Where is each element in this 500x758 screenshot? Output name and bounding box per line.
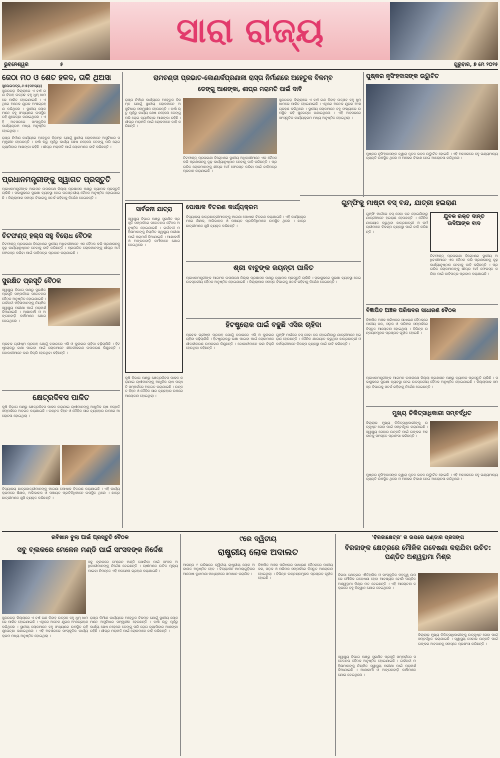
headline-5: କ୍ଷେତ୍ରଦିବସ ପାଳିତ	[32, 393, 90, 402]
center-top-text-b: ସୁନ୍ଦରଗଡ଼ ଜିଲ୍ଲାରେ ଏ ବର୍ଷ ଗଣ ବିବାହ ଉତ୍ସବ ବହୁ ଧୁମ୍ ଧାମରେ ପାଳିତ ହୋଇଯାଇଛି । ଏଥିରେ ଅନେକ ଯୁଗଳ ଅଂଶଗ୍ରହଣ କରିଥିଲେ । ସ୍ଥାନୀୟ ଲୋକମାନେ ବହୁ ସଂଖ୍ୟାରେ ଉପସ୍ଥିତ ରହି ଶୁଭେଚ୍ଛା ଜଣାଇଥିଲେ । ଏହି ଅବସରରେ ସାଂସ୍କୃତିକ କାର୍ଯ୍ୟକ୍ରମ ମଧ୍ୟ ଅନୁଷ୍ଠିତ ହୋଇଥିଲା ।	[279, 98, 361, 120]
bottom-right-kicker: 'ବିରଜାକ୍ଷେତ୍ର' ର ଉପରେ ଭଣ୍ଡାର ପ୍ରସଙ୍ଗ	[371, 535, 465, 541]
headline-3: ଚିଟଫଣ୍ଡ୍ ହଲ୍ସ ସହୁ ବିରୋଧ ବୈଠକ	[2, 232, 92, 240]
bottom-center-text: ଆସନ୍ତା ୯ ତାରିଖରେ ଦ୍ୱିତୀୟ ରାଷ୍ଟ୍ରୀୟ ଲୋକ ଅଦାଲତ ଅନୁଷ୍ଠିତ ହେବ । ବିଚାରାଧୀନ ମାମଲାଗୁଡ଼ିକର ଆପୋଷ ବୁଝାମଣା ମାଧ୍ୟମରେ ସମାଧାନ କରାଯିବ ।	[183, 563, 255, 576]
bottom-right-text-b: ଜିଲ୍ଲାର ମୁଖ୍ୟ ଚିକିତ୍ସାଧିକାରୀଙ୍କୁ ଉତ୍କୃଷ୍ଟ ସେବା ପାଇଁ ସମ୍ବର୍ଦ୍ଧିତ କରାଯାଇଛି । ସ୍ୱାସ୍ଥ୍ୟ ସେବାର ଉନ୍ନତି ପାଇଁ ତାଙ୍କର ଅବଦାନକୁ ସମସ୍ତେ ପ୍ରଶଂସା କରିଛନ୍ତି ।	[418, 633, 498, 646]
right-mid2-photo	[430, 318, 498, 360]
article-3-text: ଚିଟଫଣ୍ଡ୍ ପ୍ରତାରଣା ବିରୋଧରେ ସ୍ଥାନୀୟ ଅଧିବାସୀମାନେ ଏକ ବୈଠକ କରି ପ୍ରଶାସନକୁ ଦୃଢ଼ କାର୍ଯ୍ୟାନୁଷ୍ଠାନ ନେବାକୁ ଦାବି କରିଛନ୍ତି । ପ୍ରତାରିତ ଲୋକମାନଙ୍କୁ ଶୀଘ୍ର ଅର୍ଥ ଫେରସ୍ତ କରିବା ପାଇଁ ଦାବିପତ୍ର ପ୍ରଦାନ କରାଯାଇଛି ।	[2, 242, 120, 255]
right-mid-text: ଗୁମ୍ଫି ମାର୍ଗରେ ବସ୍ ସେବା ବନ୍ଦ ହୋଇଯିବାରୁ ଯାତ୍ରୀମାନେ ହଇରାଣ ହେଉଛନ୍ତି । ଦୈନିକ ଯାତାୟାତ କରୁଥିବା ଛାତ୍ରଛାତ୍ରୀ ଓ କର୍ମଚାରୀମାନେ ବିକଳ୍ପ ବ୍ୟବସ୍ଥା ପାଇଁ ଦାବି କରିଛନ୍ତି ।	[366, 212, 428, 234]
center-mid-text: ବିଦ୍ୟାଳୟ ଛାତ୍ରଛାତ୍ରୀମାନଙ୍କୁ ମାଗଣା ପୋଷାକ ବିତରଣ କରାଯାଇଛି । ଏହି କାର୍ଯ୍ୟକ୍ରମରେ ଶିକ୍ଷକ, ଅଭିଭାବକ ଓ ପଞ୍ଚାୟତ ପ୍ରତିନିଧିମାନେ ଉପସ୍ଥିତ ଥିଲେ । ଛାତ୍ରଛାତ୍ରୀମାନେ ଖୁସି ବ୍ୟକ୍ତ କରିଛନ୍ତି ।	[186, 215, 306, 228]
dateline-1: ସୁଲେଇପତ୍ର,୬।୫(ସମସ୍ୟା)	[2, 84, 43, 88]
bottom-left-text-c: ରାସ୍ତା ନିର୍ମାଣ କାର୍ଯ୍ୟରେ ଅହେତୁକ ବିଳମ୍ବ ଯୋଗୁଁ ସ୍ଥାନୀୟ ଲୋକମାନେ ଅସୁବିଧାର ସମ୍ମୁଖୀନ ହେଉଛନ୍ତି । ବର୍ଷା ଋତୁ ପୂର୍ବରୁ କାର୍ଯ୍ୟ ଶେଷ ନହେଲେ ଡେଙ୍ଗୁ ପରି ରୋଗ ବ୍ୟାପିବାର ଆଶଙ୍କା ରହିଛି । ଶୀଘ୍ର ମରାମତି ପାଇଁ ଲୋକମାନେ ଦାବି କରିଛନ୍ତି ।	[90, 616, 178, 634]
bottom-center-headline: ରାଷ୍ଟ୍ରୀୟ ଲୋକ ଅଦାଲତ	[217, 548, 299, 558]
center-low-text: ପ୍ରବଳ ଗ୍ରୀଷ୍ମ ପ୍ରବାହ ଯୋଗୁଁ ବଜାରରେ ଏସି ଓ କୁଲରର ଚାହିଦା ବଢ଼ିଚାଲିଛି । ହିଟଷ୍ଟ୍ରୋକରୁ ରକ୍ଷା ପାଇବା ପାଇଁ ଲୋକମାନେ ଶୀତଳୀକରଣ ଉପକରଣ କିଣୁଛନ୍ତି । ଦୋକାନୀମାନେ ଭଲ ବିକ୍ରି ହେଉଥିବା କହିଛନ୍ତି ।	[186, 333, 274, 351]
headline-1: ଜେଠା ମଠ ଓ ଶେତ ହଳଦ, ତାଳି ଥିଅସା	[2, 73, 112, 82]
bottom-right-headline: ବିରଜାଙ୍କ କ୍ଷେତ୍ରରେ ମୌଳିକ ଗବେଷଣା କରାଯିବା ଉଚିତ: ପଣ୍ଡିତ ଅଶ୍ୱତ୍ଥାମା ମିଶ୍ର	[344, 544, 492, 561]
bottom-right-photo	[418, 573, 498, 631]
right-mid-text-b: ଚିଟଫଣ୍ଡ୍ ପ୍ରତାରଣା ବିରୋଧରେ ସ୍ଥାନୀୟ ଅଧିବାସୀମାନେ ଏକ ବୈଠକ କରି ପ୍ରଶାସନକୁ ଦୃଢ଼ କାର୍ଯ୍ୟାନୁଷ୍ଠାନ ନେବାକୁ ଦାବି କରିଛନ୍ତି । ପ୍ରତାରିତ ଲୋକମାନଙ୍କୁ ଶୀଘ୍ର ଅର୍ଥ ଫେରସ୍ତ କରିବା ପାଇଁ ଦାବିପତ୍ର ପ୍ରଦାନ କରାଯାଇଛି ।	[430, 254, 498, 276]
headline-2: ପ୍ରଧାନମନ୍ତ୍ରୀଙ୍କୁ ସ୍ୱାଗତ ପ୍ରସ୍ତୁତି	[2, 175, 111, 184]
center-top-headline: ରାମଚଣ୍ଡୀ ପ୍ରଭାତ-କୋଣାର୍କପ୍ରଣାଳୀ ରାସ୍ତା ନିର୍ମାଣରେ ଅହେତୁକ ବିଳମ୍ବ	[153, 74, 333, 82]
issue-date: ଗୁରୁବାର, ୭ ମେ ୨୦୨୫	[453, 62, 498, 68]
article-4-text-b: ପ୍ରବଳ ଗ୍ରୀଷ୍ମ ପ୍ରବାହ ଯୋଗୁଁ ବଜାରରେ ଏସି ଓ କୁଲରର ଚାହିଦା ବଢ଼ିଚାଲିଛି । ହିଟଷ୍ଟ୍ରୋକରୁ ରକ୍ଷା ପାଇବା ପାଇଁ ଲୋକମାନେ ଶୀତଳୀକରଣ ଉପକରଣ କିଣୁଛନ୍ତି । ଦୋକାନୀମାନେ ଭଲ ବିକ୍ରି ହେଉଥିବା କହିଛନ୍ତି ।	[2, 342, 120, 355]
center-box-headline: ସାର୍ବଜନୀ ଯାତ୍ରା	[135, 206, 173, 213]
edition-label: ଭୁବନେଶ୍ୱର	[4, 62, 29, 68]
center-top-text-c: ଚିଟଫଣ୍ଡ୍ ପ୍ରତାରଣା ବିରୋଧରେ ସ୍ଥାନୀୟ ଅଧିବାସୀମାନେ ଏକ ବୈଠକ କରି ପ୍ରଶାସନକୁ ଦୃଢ଼ କାର୍ଯ୍ୟାନୁଷ୍ଠାନ ନେବାକୁ ଦାବି କରିଛନ୍ତି । ପ୍ରତାରିତ ଲୋକମାନଙ୍କୁ ଶୀଘ୍ର ଅର୍ଥ ଫେରସ୍ତ କରିବା ପାଇଁ ଦାବିପତ୍ର ପ୍ରଦାନ କରାଯାଇଛି ।	[183, 156, 277, 174]
right-low-photo	[430, 421, 498, 467]
bottom-left-text: ସବୁ ବ୍ଲକରେ ମେଳେନ ମଣ୍ଡି ଖୋଲିବା ପାଇଁ ସାଂସଦ ଅଧିକାରୀମାନଙ୍କୁ ନିର୍ଦ୍ଦେଶ ଦେଇଛନ୍ତି । ଚାଷୀମାନେ ଉଚିତ ମୂଲ୍ୟ ପାଇବା ନିମନ୍ତେ ଏହି ପଦକ୍ଷେପ ଗ୍ରହଣ କରାଯାଇଛି ।	[88, 560, 178, 573]
right-low-text-b: ପୁଷ୍କର ନୃସିଂହଦାସଙ୍କ ଦ୍ୱାରା ନୂତନ ଭବନ ଉଦ୍ଘାଟିତ ହୋଇଛି । ଏହି ଅବସରରେ ବହୁ ଗଣ୍ୟମାନ୍ୟ ବ୍ୟକ୍ତି ଉପସ୍ଥିତ ଥିଲେ ଓ ଅଞ୍ଚଳର ବିକାଶ ନେଇ ଆଲୋଚନା କରିଥିଲେ ।	[366, 473, 498, 482]
center-box-text-b: କୃଷି ବିଭାଗ ପକ୍ଷରୁ କ୍ଷେତ୍ରଦିବସ ପାଳନ କରାଯାଇ ଚାଷୀମାନଙ୍କୁ ଆଧୁନିକ ଚାଷ ପଦ୍ଧତି ସମ୍ପର୍କରେ ଅବଗତ କରାଯାଇଛି । ଉନ୍ନତ ବିହନ ଓ ଜୈବିକ ସାର ବ୍ୟବହାର ଉପରେ ଆଲୋଚନା ହୋଇଥିଲା ।	[125, 376, 183, 398]
article-1-text-b: ରାସ୍ତା ନିର୍ମାଣ କାର୍ଯ୍ୟରେ ଅହେତୁକ ବିଳମ୍ବ ଯୋଗୁଁ ସ୍ଥାନୀୟ ଲୋକମାନେ ଅସୁବିଧାର ସମ୍ମୁଖୀନ ହେଉଛନ୍ତି । ବର୍ଷା ଋତୁ ପୂର୍ବରୁ କାର୍ଯ୍ୟ ଶେଷ ନହେଲେ ଡେଙ୍ଗୁ ପରି ରୋଗ ବ୍ୟାପିବାର ଆଶଙ୍କା ରହିଛି । ଶୀଘ୍ର ମରାମତି ପାଇଁ ଲୋକମାନେ ଦାବି କରିଛନ୍ତି ।	[2, 136, 120, 149]
article-5-photo-b	[62, 445, 120, 485]
article-5-photo	[2, 445, 60, 485]
bottom-left-photo	[2, 560, 86, 614]
article-5-text-b: ବିଦ୍ୟାଳୟ ଛାତ୍ରଛାତ୍ରୀମାନଙ୍କୁ ମାଗଣା ପୋଷାକ ବିତରଣ କରାଯାଇଛି । ଏହି କାର୍ଯ୍ୟକ୍ରମରେ ଶିକ୍ଷକ, ଅଭିଭାବକ ଓ ପଞ୍ଚାୟତ ପ୍ରତିନିଧିମାନେ ଉପସ୍ଥିତ ଥିଲେ । ଛାତ୍ରଛାତ୍ରୀମାନେ ଖୁସି ବ୍ୟକ୍ତ କରିଛନ୍ତି ।	[2, 487, 120, 500]
bottom-left-text-b: ସୁନ୍ଦରଗଡ଼ ଜିଲ୍ଲାରେ ଏ ବର୍ଷ ଗଣ ବିବାହ ଉତ୍ସବ ବହୁ ଧୁମ୍ ଧାମରେ ପାଳିତ ହୋଇଯାଇଛି । ଏଥିରେ ଅନେକ ଯୁଗଳ ଅଂଶଗ୍ରହଣ କରିଥିଲେ । ସ୍ଥାନୀୟ ଲୋକମାନେ ବହୁ ସଂଖ୍ୟାରେ ଉପସ୍ଥିତ ରହି ଶୁଭେଚ୍ଛା ଜଣାଇଥିଲେ । ଏହି ଅବସରରେ ସାଂସ୍କୃତିକ କାର୍ଯ୍ୟକ୍ରମ ମଧ୍ୟ ଅନୁଷ୍ଠିତ ହୋଇଥିଲା ।	[2, 616, 88, 638]
article-1-text: ସୁନ୍ଦରଗଡ଼ ଜିଲ୍ଲାରେ ଏ ବର୍ଷ ଗଣ ବିବାହ ଉତ୍ସବ ବହୁ ଧୁମ୍ ଧାମରେ ପାଳିତ ହୋଇଯାଇଛି । ଏଥିରେ ଅନେକ ଯୁଗଳ ଅଂଶଗ୍ରହଣ କରିଥିଲେ । ସ୍ଥାନୀୟ ଲୋକମାନେ ବହୁ ସଂଖ୍ୟାରେ ଉପସ୍ଥିତ ରହି ଶୁଭେଚ୍ଛା ଜଣାଇଥିଲେ । ଏହି ଅବସରରେ ସାଂସ୍କୃତିକ କାର୍ଯ୍ୟକ୍ରମ ମଧ୍ୟ ଅନୁଷ୍ଠିତ ହୋଇଥିଲା ।	[2, 89, 46, 133]
center-low-text-b: ଗୁମ୍ଫି ମାର୍ଗରେ ବସ୍ ସେବା ବନ୍ଦ ହୋଇଯିବାରୁ ଯାତ୍ରୀମାନେ ହଇରାଣ ହେଉଛନ୍ତି । ଦୈନିକ ଯାତାୟାତ କରୁଥିବା ଛାତ୍ରଛାତ୍ରୀ ଓ କର୍ମଚାରୀମାନେ ବିକଳ୍ପ ବ୍ୟବସ୍ଥା ପାଇଁ ଦାବି କରିଛନ୍ତି ।	[276, 333, 361, 346]
page-number: ୫	[60, 62, 64, 68]
headline-4: ସୁରକ୍ଷିତ ପ୍ରସୂତି ବୈଠକ	[2, 277, 62, 285]
bottom-right-text: ବିରଜା କ୍ଷେତ୍ରର ଐତିହାସିକ ଓ ସାଂସ୍କୃତିକ ମହତ୍ତ୍ୱ ଉପରେ ମୌଳିକ ଗବେଷଣା ହେବା ଆବଶ୍ୟକ ବୋଲି ପଣ୍ଡିତ ଅଶ୍ୱତ୍ଥାମା ମିଶ୍ର ମତ ଦେଇଛନ୍ତି । ଏହି ଆଲୋଚନା ଚକ୍ରରେ ବହୁ ବିଦ୍ୱାନ ଯୋଗ ଦେଇଥିଲେ ।	[338, 573, 416, 591]
center-top-photo	[183, 98, 277, 154]
article-1-photo	[48, 84, 120, 124]
right-top-photo	[366, 84, 498, 150]
bottom-center-kicker: ୯ରେ ଦ୍ୱିତୀୟ	[239, 535, 277, 543]
right-mid2-text-b: ପ୍ରଧାନମନ୍ତ୍ରୀଙ୍କ ଆଗମନ ଉପଲକ୍ଷେ ଜିଲ୍ଲା ପ୍ରଶାସନ ପକ୍ଷରୁ ବ୍ୟାପକ ପ୍ରସ୍ତୁତି ଚାଲିଛି । ସଭାସ୍ଥଳରେ ସୁରକ୍ଷା ବ୍ୟବସ୍ଥା ନେଇ ଉଚ୍ଚସ୍ତରୀୟ ବୈଠକ ଅନୁଷ୍ଠିତ ହୋଇଯାଇଛି । ଜିଲ୍ଲାପାଳ ସମସ୍ତ ବିଭାଗକୁ ସତର୍କ ରହିବାକୁ ନିର୍ଦ୍ଦେଶ ଦେଇଛନ୍ତି ।	[366, 376, 498, 389]
masthead-title: ସାରା ରାଜ୍ୟ	[176, 11, 324, 51]
article-5-text: କୃଷି ବିଭାଗ ପକ୍ଷରୁ କ୍ଷେତ୍ରଦିବସ ପାଳନ କରାଯାଇ ଚାଷୀମାନଙ୍କୁ ଆଧୁନିକ ଚାଷ ପଦ୍ଧତି ସମ୍ପର୍କରେ ଅବଗତ କରାଯାଇଛି । ଉନ୍ନତ ବିହନ ଓ ଜୈବିକ ସାର ବ୍ୟବହାର ଉପରେ ଆଲୋଚନା ହୋଇଥିଲା ।	[2, 405, 120, 418]
right-mid2-text: ବିଜ୍ଞାପିତ ଅଞ୍ଚଳ ପରିଷଦର ସାଧାରଣ ବୈଠକରେ ପାନୀୟ ଜଳ, ସଡ଼କ ଓ ପରିମଳ ସମ୍ପର୍କରେ ବିସ୍ତୃତ ଆଲୋଚନା ହୋଇଥିଲା । ବିଭିନ୍ନ ଉନ୍ନୟନମୂଳକ ପ୍ରସ୍ତାବ ଗୃହୀତ ହୋଇଛି ।	[366, 318, 428, 336]
bottom-left-headline: ସବୁ ବ୍ଲକରେ ମେଳେନ ମଣ୍ଡି ପାଇଁ ସାଂସଦଙ୍କ ନିର୍ଦ୍ଦେଶ	[17, 546, 163, 554]
center-box-text: ସ୍ୱାସ୍ଥ୍ୟ ବିଭାଗ ପକ୍ଷରୁ ସୁରକ୍ଷିତ ପ୍ରସୂତି ସମ୍ପର୍କରେ ସଚେତନତା ବୈଠକ ଅନୁଷ୍ଠିତ ହୋଇଯାଇଛି । ଗର୍ଭବତୀ ମହିଳାମାନଙ୍କୁ ନିୟମିତ ସ୍ୱାସ୍ଥ୍ୟ ପରୀକ୍ଷା ପାଇଁ ପରାମର୍ଶ ଦିଆଯାଇଛି । ଆଶାକର୍ମୀ ଓ ଅଙ୍ଗନବାଡ଼ି କର୍ମୀମାନେ ଯୋଗ ଦେଇଥିଲେ ।	[128, 217, 180, 248]
right-mid2-headline: ବିଜ୍ଞାପିତ ଅଞ୍ଚଳ ପରିଷଦର ସାଧାରଣ ବୈଠକ	[366, 308, 457, 314]
right-box-headline: ଯୁବକ ରକ୍ତ ଦାନ୍ତି ଉଦିଆଙ୍କ ବାଦ	[443, 214, 485, 227]
masthead-right-photo	[390, 2, 498, 60]
bottom-right-text-c: ସ୍ୱାସ୍ଥ୍ୟ ବିଭାଗ ପକ୍ଷରୁ ସୁରକ୍ଷିତ ପ୍ରସୂତି ସମ୍ପର୍କରେ ସଚେତନତା ବୈଠକ ଅନୁଷ୍ଠିତ ହୋଇଯାଇଛି । ଗର୍ଭବତୀ ମହିଳାମାନଙ୍କୁ ନିୟମିତ ସ୍ୱାସ୍ଥ୍ୟ ପରୀକ୍ଷା ପାଇଁ ପରାମର୍ଶ ଦିଆଯାଇଛି । ଆଶାକର୍ମୀ ଓ ଅଙ୍ଗନବାଡ଼ି କର୍ମୀମାନେ ଯୋଗ ଦେଇଥିଲେ ।	[338, 655, 416, 677]
center-mid2-text: ପ୍ରଧାନମନ୍ତ୍ରୀଙ୍କ ଆଗମନ ଉପଲକ୍ଷେ ଜିଲ୍ଲା ପ୍ରଶାସନ ପକ୍ଷରୁ ବ୍ୟାପକ ପ୍ରସ୍ତୁତି ଚାଲିଛି । ସଭାସ୍ଥଳରେ ସୁରକ୍ଷା ବ୍ୟବସ୍ଥା ନେଇ ଉଚ୍ଚସ୍ତରୀୟ ବୈଠକ ଅନୁଷ୍ଠିତ ହୋଇଯାଇଛି । ଜିଲ୍ଲାପାଳ ସମସ୍ତ ବିଭାଗକୁ ସତର୍କ ରହିବାକୁ ନିର୍ଦ୍ଦେଶ ଦେଇଛନ୍ତି ।	[186, 276, 361, 285]
right-low-headline: ମୁଖ୍ୟ ଚିକିତ୍ସାଧିକାରୀ ସମ୍ବର୍ଦ୍ଧିତ	[392, 410, 472, 417]
bottom-center-text-b: ବିଜ୍ଞାପିତ ଅଞ୍ଚଳ ପରିଷଦର ସାଧାରଣ ବୈଠକରେ ପାନୀୟ ଜଳ, ସଡ଼କ ଓ ପରିମଳ ସମ୍ପର୍କରେ ବିସ୍ତୃତ ଆଲୋଚନା ହୋଇଥିଲା । ବିଭିନ୍ନ ଉନ୍ନୟନମୂଳକ ପ୍ରସ୍ତାବ ଗୃହୀତ ହୋଇଛି ।	[258, 563, 333, 581]
article-4-photo	[48, 288, 120, 326]
masthead-left-photo	[2, 2, 110, 60]
center-top-subheadline: ଡେଙ୍ଗୁ ଆଶଙ୍କା, ଶୀଘ୍ର ମରାମତି ପାଇଁ ଦାବି	[197, 86, 303, 93]
right-top-text: ପୁଷ୍କର ନୃସିଂହଦାସଙ୍କ ଦ୍ୱାରା ନୂତନ ଭବନ ଉଦ୍ଘାଟିତ ହୋଇଛି । ଏହି ଅବସରରେ ବହୁ ଗଣ୍ୟମାନ୍ୟ ବ୍ୟକ୍ତି ଉପସ୍ଥିତ ଥିଲେ ଓ ଅଞ୍ଚଳର ବିକାଶ ନେଇ ଆଲୋଚନା କରିଥିଲେ ।	[366, 152, 498, 161]
right-low-text: ଜିଲ୍ଲାର ମୁଖ୍ୟ ଚିକିତ୍ସାଧିକାରୀଙ୍କୁ ଉତ୍କୃଷ୍ଟ ସେବା ପାଇଁ ସମ୍ବର୍ଦ୍ଧିତ କରାଯାଇଛି । ସ୍ୱାସ୍ଥ୍ୟ ସେବାର ଉନ୍ନତି ପାଇଁ ତାଙ୍କର ଅବଦାନକୁ ସମସ୍ତେ ପ୍ରଶଂସା କରିଛନ୍ତି ।	[366, 421, 428, 439]
right-mid-headline: ଗୁମ୍ଫିକୁ ମାଷ୍ଟୀ ବସ୍ ବନ୍ଦ, ଯାତ୍ରୀ ହଇରାଣ	[300, 197, 498, 209]
bottom-left-kicker: ରବିଖାନ ବୁଲା ପାଇଁ ପ୍ରସ୍ତୁତି ବୈଠକ	[51, 535, 129, 541]
article-2-text: ପ୍ରଧାନମନ୍ତ୍ରୀଙ୍କ ଆଗମନ ଉପଲକ୍ଷେ ଜିଲ୍ଲା ପ୍ରଶାସନ ପକ୍ଷରୁ ବ୍ୟାପକ ପ୍ରସ୍ତୁତି ଚାଲିଛି । ସଭାସ୍ଥଳରେ ସୁରକ୍ଷା ବ୍ୟବସ୍ଥା ନେଇ ଉଚ୍ଚସ୍ତରୀୟ ବୈଠକ ଅନୁଷ୍ଠିତ ହୋଇଯାଇଛି । ଜିଲ୍ଲାପାଳ ସମସ୍ତ ବିଭାଗକୁ ସତର୍କ ରହିବାକୁ ନିର୍ଦ୍ଦେଶ ଦେଇଛନ୍ତି ।	[2, 187, 120, 200]
article-4-text: ସ୍ୱାସ୍ଥ୍ୟ ବିଭାଗ ପକ୍ଷରୁ ସୁରକ୍ଷିତ ପ୍ରସୂତି ସମ୍ପର୍କରେ ସଚେତନତା ବୈଠକ ଅନୁଷ୍ଠିତ ହୋଇଯାଇଛି । ଗର୍ଭବତୀ ମହିଳାମାନଙ୍କୁ ନିୟମିତ ସ୍ୱାସ୍ଥ୍ୟ ପରୀକ୍ଷା ପାଇଁ ପରାମର୍ଶ ଦିଆଯାଇଛି । ଆଶାକର୍ମୀ ଓ ଅଙ୍ଗନବାଡ଼ି କର୍ମୀମାନେ ଯୋଗ ଦେଇଥିଲେ ।	[2, 288, 46, 323]
center-top-text: ରାସ୍ତା ନିର୍ମାଣ କାର୍ଯ୍ୟରେ ଅହେତୁକ ବିଳମ୍ବ ଯୋଗୁଁ ସ୍ଥାନୀୟ ଲୋକମାନେ ଅସୁବିଧାର ସମ୍ମୁଖୀନ ହେଉଛନ୍ତି । ବର୍ଷା ଋତୁ ପୂର୍ବରୁ କାର୍ଯ୍ୟ ଶେଷ ନହେଲେ ଡେଙ୍ଗୁ ପରି ରୋଗ ବ୍ୟାପିବାର ଆଶଙ୍କା ରହିଛି । ଶୀଘ୍ର ମରାମତି ପାଇଁ ଲୋକମାନେ ଦାବି କରିଛନ୍ତି ।	[125, 98, 181, 129]
right-top-headline: ପୁଷ୍କର ନୃସିଂହଦାସଙ୍କ ଉଦ୍ଘାଟିତ	[366, 73, 439, 80]
center-low-headline: ହିଟଷ୍ଟ୍ରୋକ ପାଇଁ ବଢୁଛି ଏସିର ଚାହିଦା	[225, 321, 322, 329]
center-mid2-headline: ଶ୍ରୀ ବାବୁଙ୍କ ଜୟନ୍ତୀ ପାଳିତ	[233, 264, 314, 272]
center-mid-headline: ପୋଷାକ ବିତରଣ କାର୍ଯ୍ୟକ୍ରମ	[186, 204, 258, 211]
